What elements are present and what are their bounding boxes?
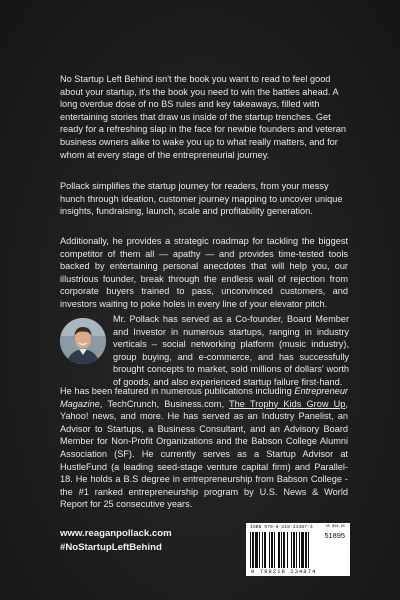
author-website: www.reaganpollack.com <box>60 528 172 539</box>
publication-trophy-kids: The Trophy Kids Grow Up <box>229 398 346 409</box>
author-bio-paragraph: Mr. Pollack has served as a Co-founder, Board Member and Investor in numerous startups, ranging in industry verticals – social networking platform (music industry), group buying, and e-commerce, and has successfully brought concepts to market, sold millions of dollars' worth of goods, and also experienced startup failure first-hand. <box>113 314 349 387</box>
isbn-number: ISBN 979-8-218-23487-4 <box>250 525 313 530</box>
barcode-digits: 9 798218 234874 <box>251 568 317 575</box>
price-label: US $18.95 <box>325 525 345 529</box>
author-photo <box>60 318 106 364</box>
description-paragraph-1: No Startup Left Behind isn't the book you want to read to feel good about your startup, it's the book you need to win the battles ahead. A long overdue dose of no BS rules and key takeaways, filled with entertaining stories that draw us inside of the startup trenches. Get ready for a refreshing slap in the face for newbie founders and veteran business owners alike to wake you up to what really matters, and for whom at every stage of the entrepreneurial journey. <box>60 74 347 160</box>
book-hashtag: #NoStartupLeftBehind <box>60 542 162 553</box>
isbn-barcode <box>246 523 350 576</box>
description-paragraph-3: Additionally, he provides a strategic roadmap for tackling the biggest competitor of them all — apathy — and provides time-tested tools backed by entertaining personal anecdotes that will help you, our illustrious founder, break through the endless wall of rejection from corporate buyers trained to pass, unconvinced customers, and investors waiting to poke holes in every line of your elevator pitch. <box>60 236 348 309</box>
description-paragraph-2: Pollack simplifies the startup journey for readers, from your messy hunch through ideation, customer journey mapping to uncover unique insights, fundraising, launch, scale and profitability generation. <box>60 181 343 217</box>
publication-entrepreneur-magazine: Entrepreneur Magazine <box>60 386 348 409</box>
barcode-bars <box>250 532 324 568</box>
author-credentials-paragraph: He has been featured in numerous publications including Entrepreneur Magazine, TechCrunch, Business.com, The Trophy Kids Grow Up, Yahoo! news, and more. He has served as an Industry Panelist, an Advisor to Startups, a Business Consultant, and an Advisory Board Member for Non-Profit Organizations and the Babson College Alumni Association (SF). He currently serves as a Startup Advisor at HustleFund (a leading seed-stage venture capital firm) and Parallel-18. He holds a B.S degree in entrepreneurship from Babson College - the #1 ranked entrepreneurship program by U.S. News & World Report for 25 consecutive years. <box>60 386 348 510</box>
price-code: 51895 <box>324 531 345 540</box>
